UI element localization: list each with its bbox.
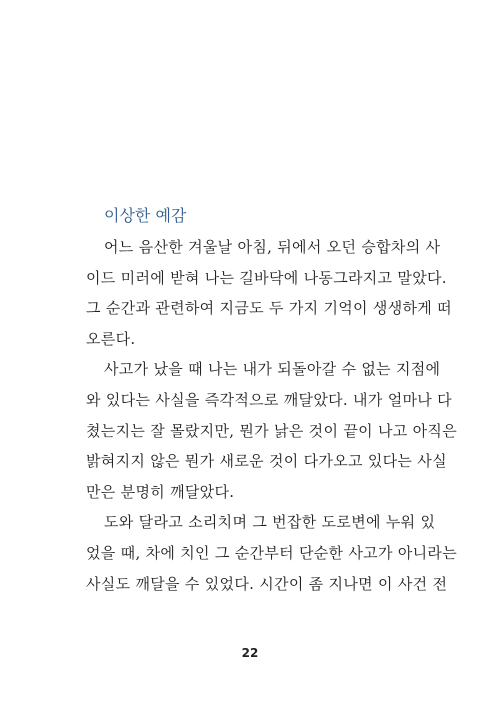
body-text <box>86 232 457 599</box>
paragraph-1-line-3: 그 순간과 관련하여 지금도 두 가지 기억이 생생하게 떠 <box>86 299 452 318</box>
paragraph-3-line-2: 었을 때, 차에 치인 그 순간부터 단순한 사고가 아니라는 <box>86 543 457 562</box>
paragraph-2-line-3: 쳤는지는 잘 몰랐지만, 뭔가 낡은 것이 끝이 나고 아직은 <box>86 421 457 440</box>
paragraph-2-line-4: 밝혀지지 않은 뭔가 새로운 것이 다가오고 있다는 사실 <box>86 452 447 471</box>
paragraph-2-line-5: 만은 분명히 깨달았다. <box>86 482 235 501</box>
page-number: 22 <box>241 646 259 660</box>
paragraph-2-line-2: 와 있다는 사실을 즉각적으로 깨달았다. 내가 얼마나 다 <box>86 390 452 409</box>
paragraph-1-line-4: 오른다. <box>86 329 136 348</box>
paragraph-2-line-1: 사고가 났을 때 나는 내가 되돌아갈 수 없는 지점에 <box>104 360 441 379</box>
paragraph-1-line-2: 이드 미러에 받혀 나는 길바닥에 나동그라지고 말았다. <box>86 268 447 287</box>
paragraph-3-line-1: 도와 달라고 소리치며 그 번잡한 도로변에 누워 있 <box>104 513 436 532</box>
paragraph-1-line-1: 어느 음산한 겨울날 아침, 뒤에서 오던 승합차의 사 <box>104 238 441 256</box>
paragraph-3-line-3: 사실도 깨달을 수 있었다. 시간이 좀 지나면 이 사건 전 <box>86 574 448 593</box>
section-heading: 이상한 예감 <box>104 206 187 225</box>
